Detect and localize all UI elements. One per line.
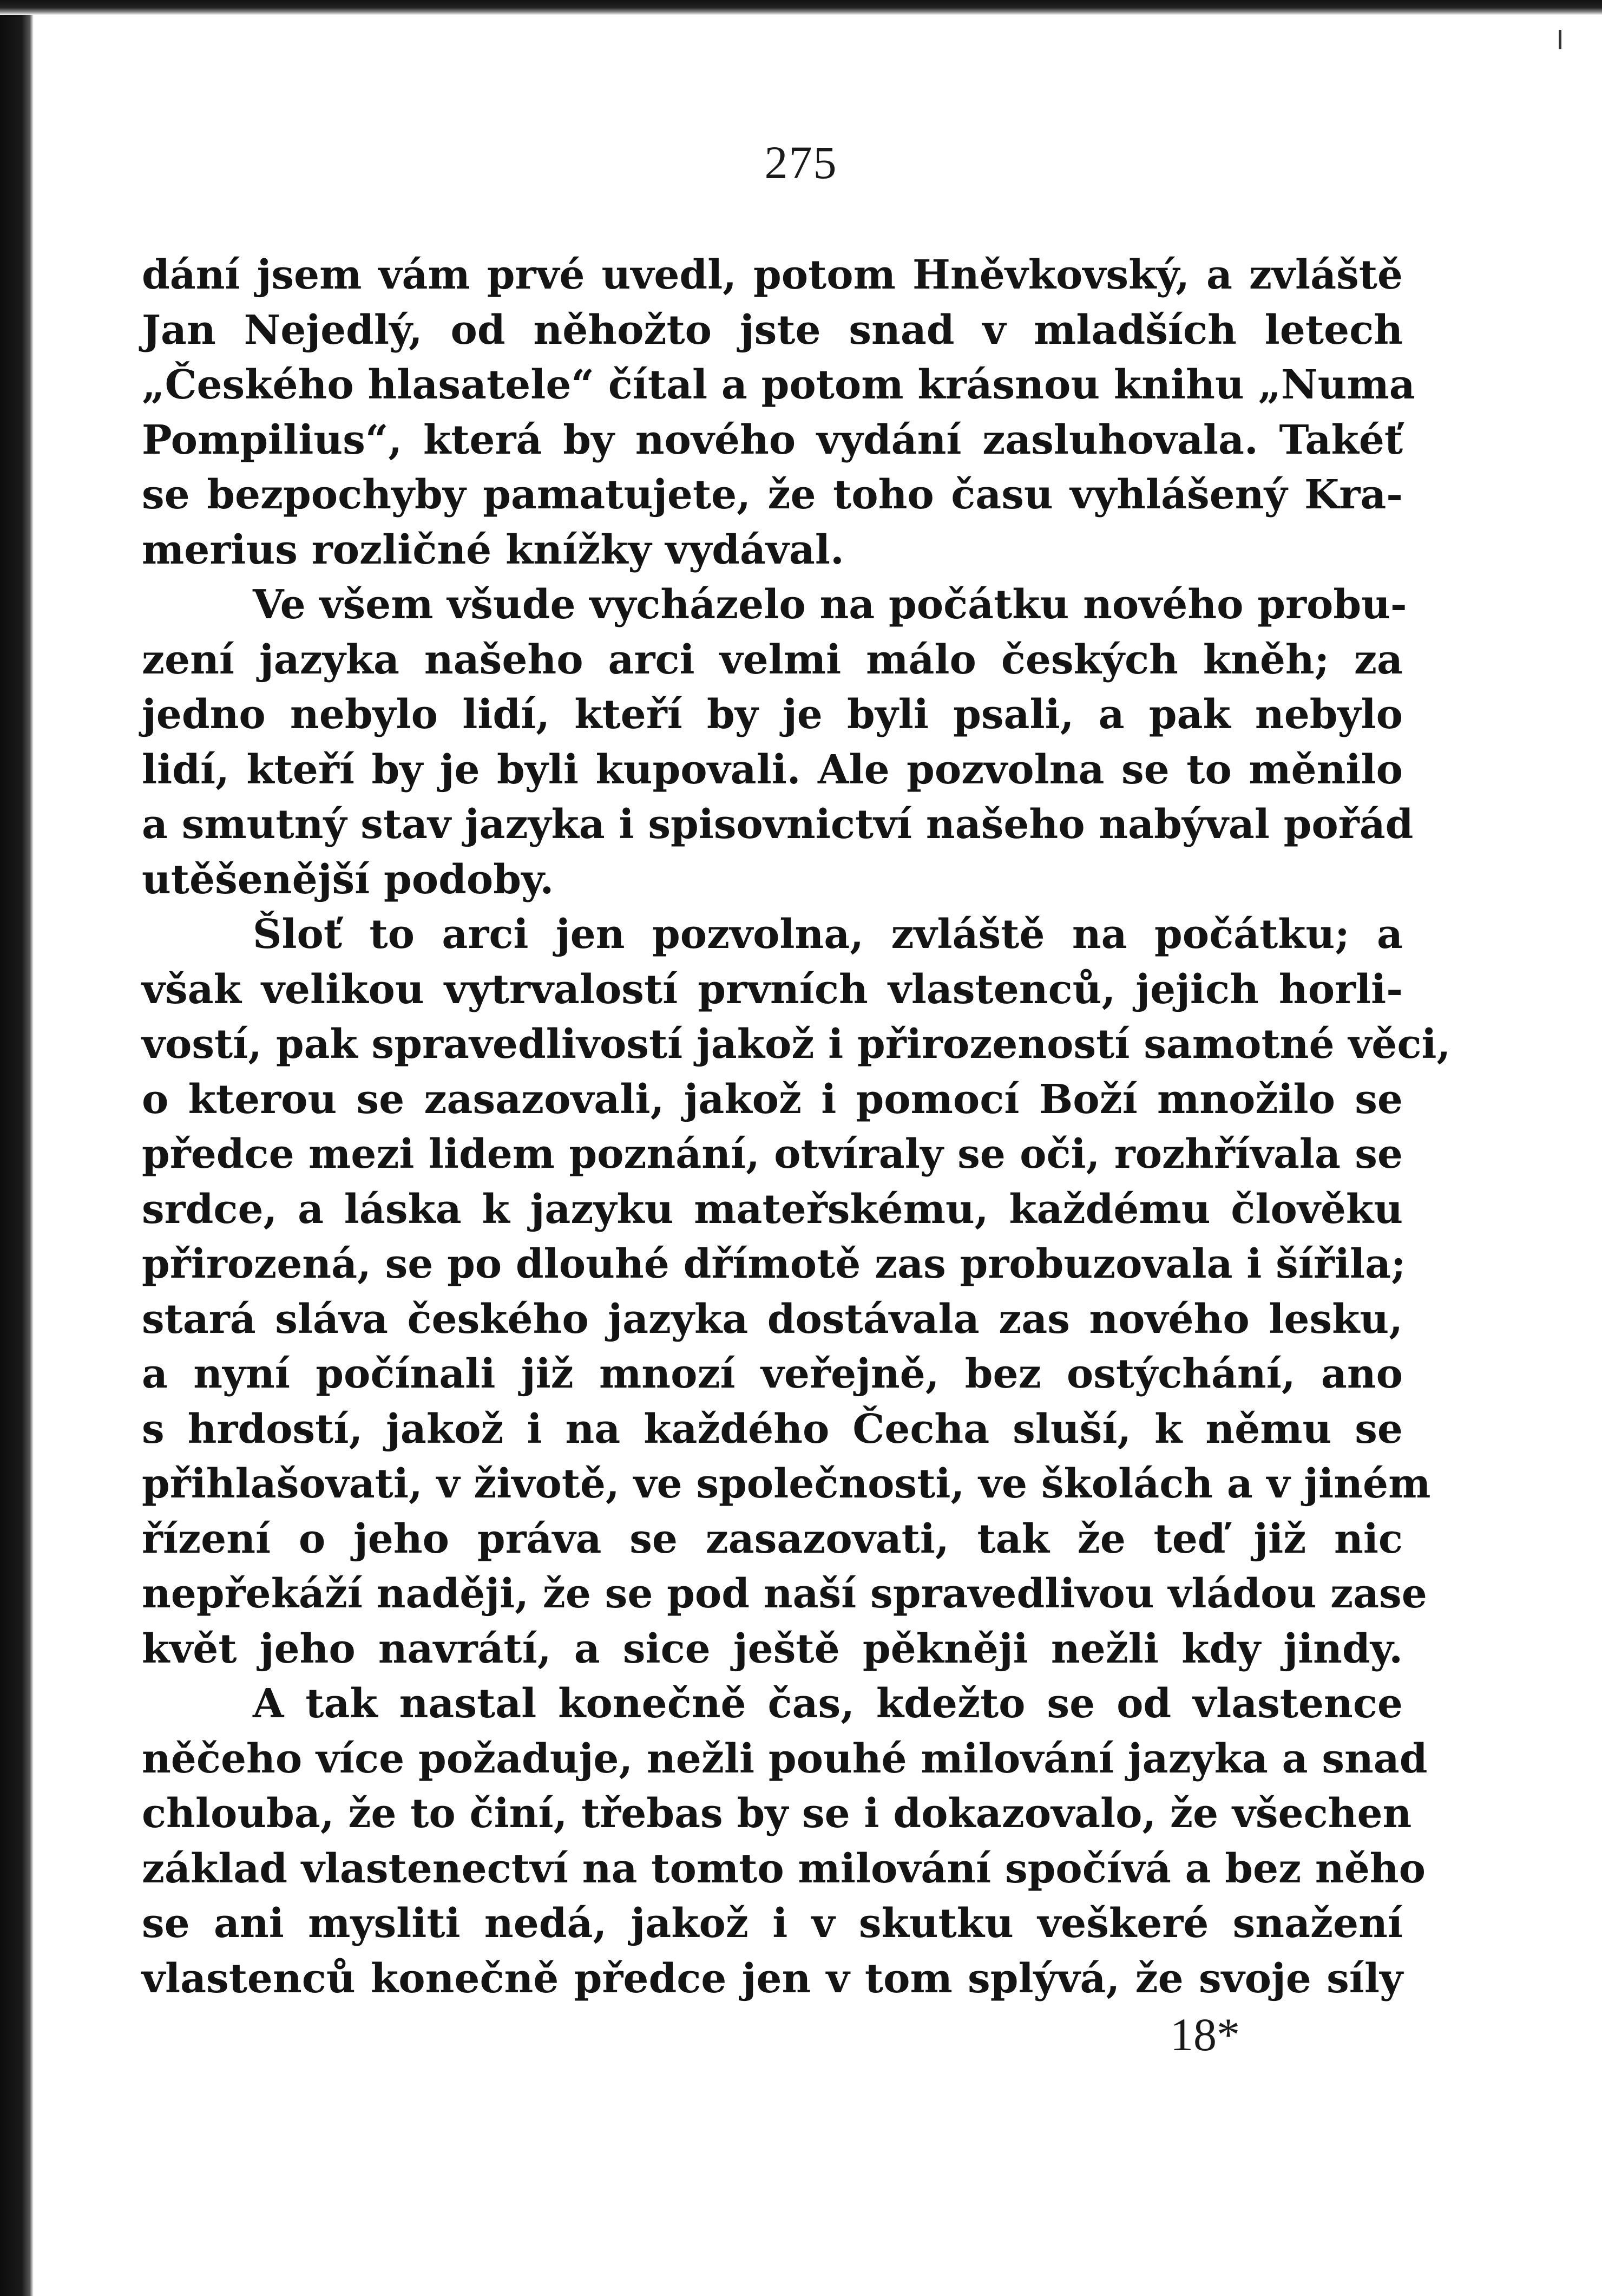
text-line: vostí, pak spravedlivostí jakož i přirozeností samotné věci, <box>142 1021 1451 1068</box>
text-line: předce mezi lidem poznání, otvíraly se oči, rozhřívala se <box>142 1131 1403 1178</box>
text-line: jedno nebylo lidí, kteří by je byli psali, a pak nebylo <box>142 691 1403 738</box>
text-line: nepřekáží naději, že se pod naší spravedlivou vládou zase <box>142 1571 1427 1617</box>
body-text <box>142 248 1451 2006</box>
text-line: se bezpochyby pamatujete, že toho času vyhlášený Kra- <box>142 472 1403 518</box>
text-line: o kterou se zasazovali, jakož i pomocí Boží množilo se <box>142 1076 1403 1123</box>
text-line: něčeho více požaduje, nežli pouhé milování jazyka a snad <box>142 1735 1428 1782</box>
text-line: stará sláva českého jazyka dostávala zas nového lesku, <box>142 1296 1403 1343</box>
text-line: „Českého hlasatele“ čítal a potom krásnou knihu „Numa <box>142 362 1415 408</box>
text-line: květ jeho navrátí, a sice ještě pěkněji nežli kdy jindy. <box>142 1625 1403 1672</box>
text-line: chlouba, že to činí, třebas by se i dokazovalo, že všechen <box>142 1790 1412 1837</box>
text-line: lidí, kteří by je byli kupovali. Ale pozvolna se to měnilo <box>142 746 1403 793</box>
text-line: základ vlastenectví na tomto milování spočívá a bez něho <box>142 1845 1426 1892</box>
printer-signature-mark: 18* <box>1170 2009 1240 2060</box>
text-line: srdce, a láska k jazyku mateřskému, každému člověku <box>142 1186 1403 1233</box>
text-line: se ani mysliti nedá, jakož i v skutku veškeré snažení <box>142 1900 1403 1947</box>
text-line: zení jazyka našeho arci velmi málo českých kněh; za <box>142 636 1403 683</box>
scan-edge-left <box>0 0 34 2296</box>
text-line: s hrdostí, jakož i na každého Čecha sluší, k němu se <box>142 1405 1403 1453</box>
text-line: Ve všem všude vycházelo na počátku nového probu- <box>253 581 1407 628</box>
text-line: utěšenější podoby. <box>142 856 554 903</box>
text-line: Šloť to arci jen pozvolna, zvláště na počátku; a <box>253 911 1403 958</box>
text-line: A tak nastal konečně čas, kdežto se od vlastence <box>253 1680 1403 1727</box>
scan-edge-top <box>0 0 1602 15</box>
scan-mark <box>1559 30 1561 49</box>
text-line: přirozená, se po dlouhé dřímotě zas probuzovala i šířila; <box>142 1241 1406 1287</box>
text-line: řízení o jeho práva se zasazovati, tak že teď již nic <box>142 1515 1403 1562</box>
text-line: přihlašovati, v životě, ve společnosti, ve školách a v jiném <box>142 1461 1431 1507</box>
text-line: a smutný stav jazyka i spisovnictví našeho nabýval pořád <box>142 801 1414 848</box>
text-line: vlastenců konečně předce jen v tom splývá, že svoje síly <box>142 1955 1403 2002</box>
text-line: a nyní počínali již mnozí veřejně, bez ostýchání, ano <box>142 1351 1403 1397</box>
text-line: Jan Nejedlý, od něhožto jste snad v mladších letech <box>142 306 1403 354</box>
page-number: 275 <box>764 136 838 188</box>
text-line: Pompilius“, která by nového vydání zasluhovala. Takéť <box>142 416 1403 463</box>
text-line: však velikou vytrvalostí prvních vlastenců, jejich horli- <box>142 966 1403 1013</box>
text-line: merius rozličné knížky vydával. <box>142 526 844 573</box>
text-line: dání jsem vám prvé uvedl, potom Hněvkovský, a zvláště <box>142 252 1403 298</box>
